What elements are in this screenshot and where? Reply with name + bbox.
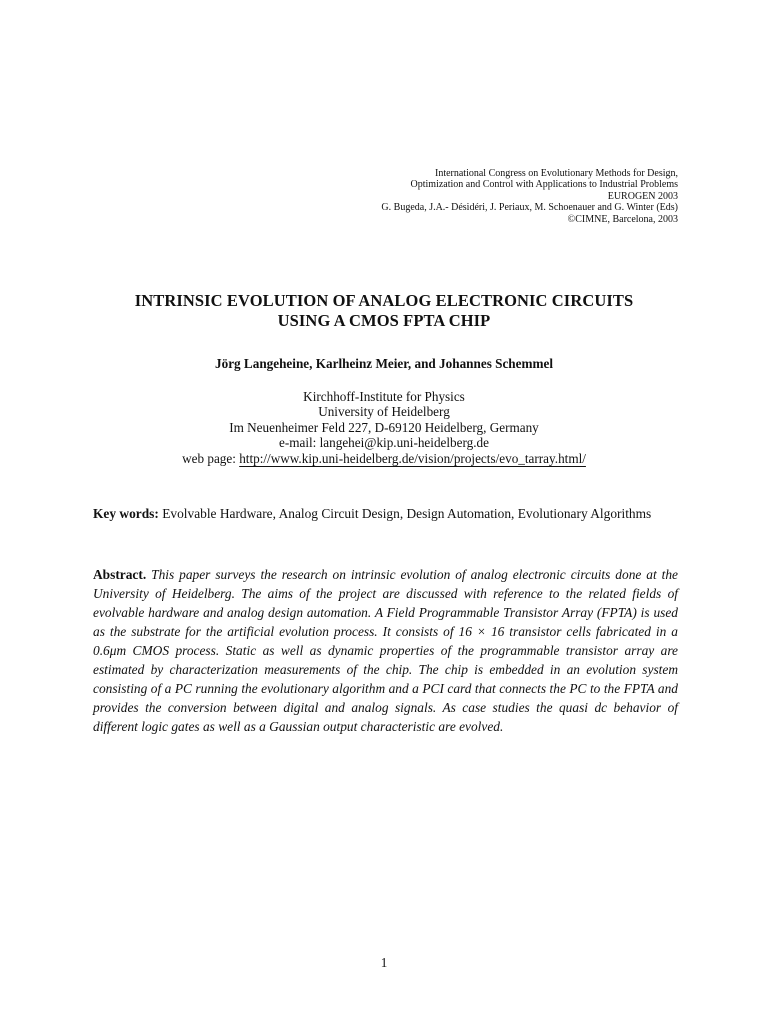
webpage-label: web page: bbox=[182, 450, 236, 466]
conference-line: ©CIMNE, Barcelona, 2003 bbox=[567, 213, 678, 225]
abstract-text: This paper surveys the research on intrinsic evolution of analog electronic circuits done at the University of Heidelberg. The aims of the project are discussed with reference to the related fields of evolvable hardware and analog design automation. A Field Programmable Transistor Array (FPTA) is used as the substrate for the artificial evolution process. It consists of 16 × 16 transistor cells fabricated in a 0.6μm CMOS process. Static as well as dynamic properties of the programmable transistor array are estimated by characterization measurements of the chip. The chip is embedded in an evolution system consisting of a PC running the evolutionary algorithm and a PCI card that connects the PC to the FPTA and provides the conversion between digital and analog signals. As case studies the quasi dc behavior of different logic gates as well as a Gaussian output characteristic are evolved. bbox=[93, 567, 678, 734]
email: e-mail: langehei@kip.uni-heidelberg.de bbox=[278, 435, 489, 451]
webpage-link[interactable]: http://www.kip.uni-heidelberg.de/vision/projects/evo_tarray.html/ bbox=[239, 450, 586, 466]
webpage bbox=[0, 451, 768, 466]
keywords-text: Evolvable Hardware, Analog Circuit Design, Design Automation, Evolutionary Algorithms bbox=[162, 506, 652, 521]
title-line-1: INTRINSIC EVOLUTION OF ANALOG ELECTRONIC CIRCUITS bbox=[134, 291, 634, 310]
university: University of Heidelberg bbox=[318, 404, 450, 420]
page-number: 1 bbox=[380, 955, 388, 970]
address: Im Neuenheimer Feld 227, D-69120 Heidelberg, Germany bbox=[229, 419, 539, 435]
conference-header bbox=[381, 168, 678, 225]
keywords bbox=[93, 504, 678, 524]
abstract-label: Abstract. bbox=[93, 567, 147, 582]
conference-line: Optimization and Control with Applications to Industrial Problems bbox=[410, 179, 678, 191]
abstract bbox=[93, 565, 678, 736]
authors: Jörg Langeheine, Karlheinz Meier, and Johannes Schemmel bbox=[215, 356, 553, 371]
conference-line: International Congress on Evolutionary Methods for Design, bbox=[434, 168, 678, 179]
affiliation bbox=[0, 389, 768, 466]
title-line-2: USING A CMOS FPTA CHIP bbox=[277, 311, 491, 330]
institute: Kirchhoff-Institute for Physics bbox=[303, 389, 465, 404]
keywords-label: Key words: bbox=[93, 506, 159, 521]
conference-line: G. Bugeda, J.A.- Désidéri, J. Periaux, M. Schoenauer and G. Winter (Eds) bbox=[381, 202, 678, 214]
paper-title bbox=[0, 291, 768, 331]
conference-line: EUROGEN 2003 bbox=[607, 190, 678, 202]
